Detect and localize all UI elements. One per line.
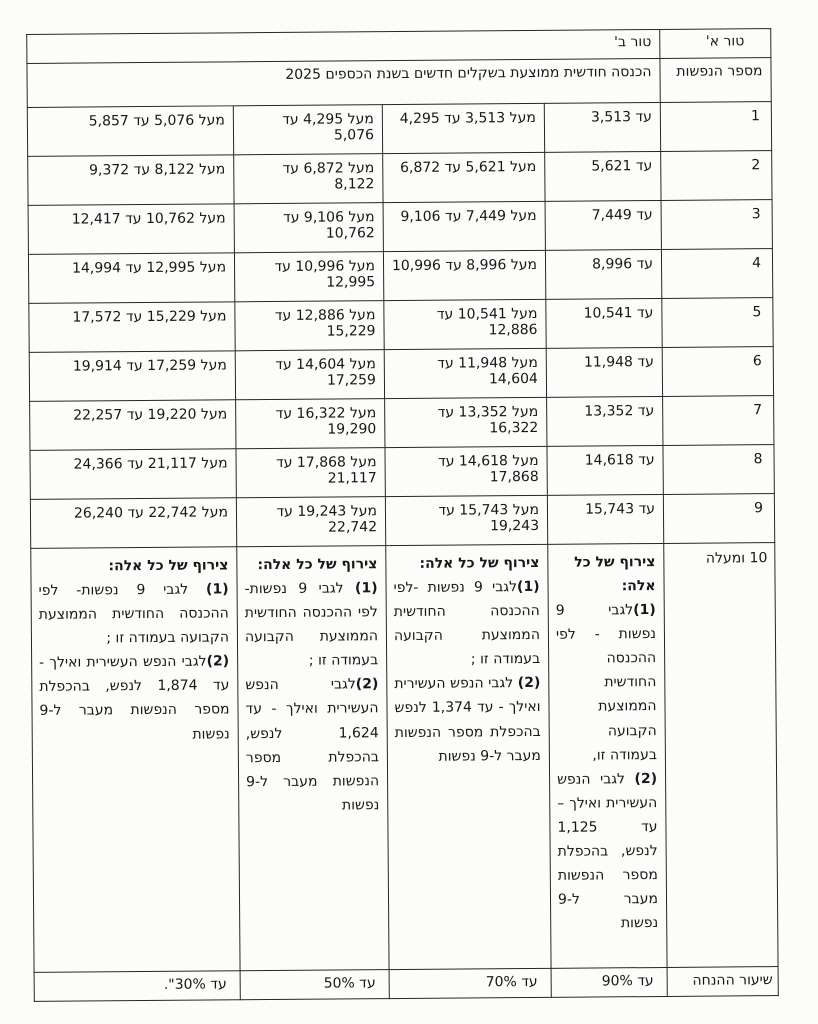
persons-count-header: מספר הנפשות: [660, 58, 771, 103]
income-range-cell: מעל 6,872 עד 8,122: [234, 154, 383, 204]
rule-item-1-marker: (1): [205, 581, 229, 598]
rule-item-1-marker: (1): [354, 580, 378, 597]
income-range-cell: מעל 10,541 עד 12,886: [384, 299, 546, 349]
persons-count-cell: 5: [662, 298, 773, 348]
rule-item-2-marker: (2): [355, 676, 379, 693]
persons-count-cell: 1: [660, 102, 771, 152]
income-range-cell: מעל 16,322 עד 19,290: [236, 399, 385, 449]
table-row: [28, 200, 772, 255]
rule-heading: צירוף של כל אלה:: [108, 557, 229, 575]
income-range-cell: מעל 19,220 עד 22,257: [30, 400, 236, 451]
income-range-cell: מעל 12,995 עד 14,994: [28, 253, 234, 304]
income-range-cell: עד 10,541: [546, 298, 662, 348]
rule-item-2-marker: (2): [517, 675, 541, 692]
rule-item-2-marker: (2): [206, 653, 230, 670]
combine-rule-cell: [31, 547, 240, 973]
income-range-cell: מעל 15,229 עד 17,572: [29, 302, 235, 353]
monthly-income-header: הכנסה חודשית ממוצעת בשקלים חדשים בשנת הכספים 2025: [27, 58, 660, 107]
persons-count-cell: 3: [661, 200, 772, 250]
income-range-cell: מעל 7,449 עד 9,106: [383, 201, 545, 251]
income-range-cell: מעל 5,621 עד 6,872: [383, 152, 545, 202]
persons-count-cell: 2: [661, 151, 772, 201]
rule-item-2-marker: (2): [634, 770, 658, 787]
rule-item-2: [394, 671, 541, 768]
table-row: [29, 347, 773, 402]
income-range-cell: מעל 4,295 עד 5,076: [233, 105, 382, 155]
rule-item-2: [39, 650, 230, 748]
discount-rate-cell: עד 70%: [389, 968, 551, 998]
rule-item-1: [393, 575, 540, 672]
persons-count-cell: 4: [661, 249, 772, 299]
discount-rate-cell: עד 90%: [551, 967, 667, 997]
column-a-header: טור א': [660, 29, 771, 59]
income-range-cell: עד 8,996: [545, 249, 661, 299]
rule-heading: צירוף של כל אלה:: [419, 554, 540, 572]
persons-count-cell: 6: [662, 347, 773, 397]
persons-count-cell: 9: [663, 494, 774, 544]
rule-item-1: [244, 576, 378, 673]
income-range-cell: מעל 8,122 עד 9,372: [28, 155, 234, 206]
rule-item-1-marker: (1): [516, 579, 540, 596]
table-row: [30, 396, 774, 451]
income-range-cell: עד 15,743: [547, 494, 663, 544]
table-row: [29, 298, 773, 353]
income-range-cell: מעל 9,106 עד 10,762: [234, 203, 383, 253]
income-range-cell: מעל 12,886 עד 15,229: [235, 301, 384, 351]
income-range-cell: מעל 3,513 עד 4,295: [382, 103, 544, 153]
income-range-cell: עד 14,618: [547, 445, 663, 495]
table-row: [30, 494, 774, 549]
income-range-cell: מעל 5,076 עד 5,857: [27, 106, 233, 157]
income-range-cell: מעל 15,743 עד 19,243: [385, 495, 547, 545]
rule-heading: צירוף של כל אלה:: [574, 554, 656, 595]
rule-item-1: [38, 577, 229, 651]
income-range-cell: עד 3,513: [544, 102, 660, 152]
ten-and-above-row: [31, 543, 778, 973]
income-range-cell: עד 5,621: [545, 151, 661, 201]
rule-item-2-text: לגבי הנפש העשירית ואילך - עד 1,624 לנפש, בהכפלת מספר הנפשות מעבר ל-9 נפשות: [245, 676, 380, 814]
combine-rule-cell: [548, 543, 667, 968]
rule-item-1-text: לגבי 9 נפשות - לפי ההכנסה החודשית הממוצעת הקבועה בעמודה זו,: [555, 602, 657, 764]
table-row: [27, 102, 771, 157]
income-range-cell: מעל 19,243 עד 22,742: [236, 497, 385, 547]
rule-item-1: [556, 598, 657, 767]
combine-rule-cell: [237, 546, 389, 971]
persons-count-cell: 8: [663, 445, 774, 495]
income-range-cell: מעל 14,604 עד 17,259: [235, 350, 384, 400]
table-row: [28, 151, 772, 206]
rule-item-1-marker: (1): [633, 602, 656, 619]
income-range-cell: מעל 22,742 עד 26,240: [30, 498, 236, 549]
income-range-cell: מעל 13,352 עד 16,322: [385, 397, 547, 447]
persons-count-cell: 7: [663, 396, 774, 446]
table-row: [28, 249, 772, 304]
income-range-cell: מעל 11,948 עד 14,604: [384, 348, 546, 398]
discount-rate-cell: עד 50%: [240, 970, 389, 1000]
income-range-cell: מעל 17,259 עד 19,914: [29, 351, 235, 402]
rule-item-2: [557, 767, 658, 936]
subheader-row: [27, 58, 771, 108]
income-range-cell: מעל 21,117 עד 24,366: [30, 449, 236, 500]
rule-item-2-text: לגבי הנפש העשירית ואילך - עד 1,874 לנפש, בהכפלת מספר הנפשות מעבר ל-9 נפשות: [39, 653, 230, 743]
combine-rule-cell: [386, 544, 551, 969]
rule-item-2: [245, 673, 379, 819]
persons-count-cell: 10 ומעלה: [664, 543, 778, 968]
discount-rate-label: שיעור ההנחה: [667, 967, 778, 997]
income-range-cell: מעל 14,618 עד 17,868: [385, 446, 547, 496]
income-range-cell: מעל 10,762 עד 12,417: [28, 204, 234, 255]
column-b-header: טור ב': [27, 29, 660, 63]
income-range-cell: עד 13,352: [547, 396, 663, 446]
income-range-cell: עד 11,948: [546, 347, 662, 397]
rule-item-1-text: לגבי 9 נפשות- לפי ההכנסה החודשית הממוצעת הקבועה בעמודה זו ;: [38, 581, 230, 647]
income-range-cell: מעל 8,996 עד 10,996: [383, 250, 545, 300]
discount-rate-cell: עד 30%".: [34, 971, 240, 1002]
income-range-cell: עד 7,449: [545, 200, 661, 250]
rule-item-2-text: לגבי הנפש העשירית ואילך – עד 1,125 לנפש, בהכפלת מספר הנפשות מעבר ל-9 נפשות: [557, 770, 659, 932]
income-brackets-table: [26, 28, 779, 1002]
income-range-cell: מעל 10,996 עד 12,995: [234, 252, 383, 302]
table-row: [30, 445, 774, 500]
income-range-cell: מעל 17,868 עד 21,117: [236, 448, 385, 498]
rule-item-1-text: לגבי 9 נפשות -לפי ההכנסה החודשית הממוצעת הקבועה בעמודה זו ;: [393, 579, 541, 668]
discount-rate-row: [34, 967, 778, 1002]
rule-item-1-text: לגבי 9 נפשות- לפי ההכנסה החודשית הממוצעת הקבועה בעמודה זו ;: [244, 580, 379, 670]
rule-heading: צירוף של כל אלה:: [257, 556, 378, 574]
rule-item-2-text: לגבי הנפש העשירית ואילך - עד 1,374 לנפש בהכפלת מספר הנפשות מעבר ל-9 נפשות: [394, 675, 541, 765]
